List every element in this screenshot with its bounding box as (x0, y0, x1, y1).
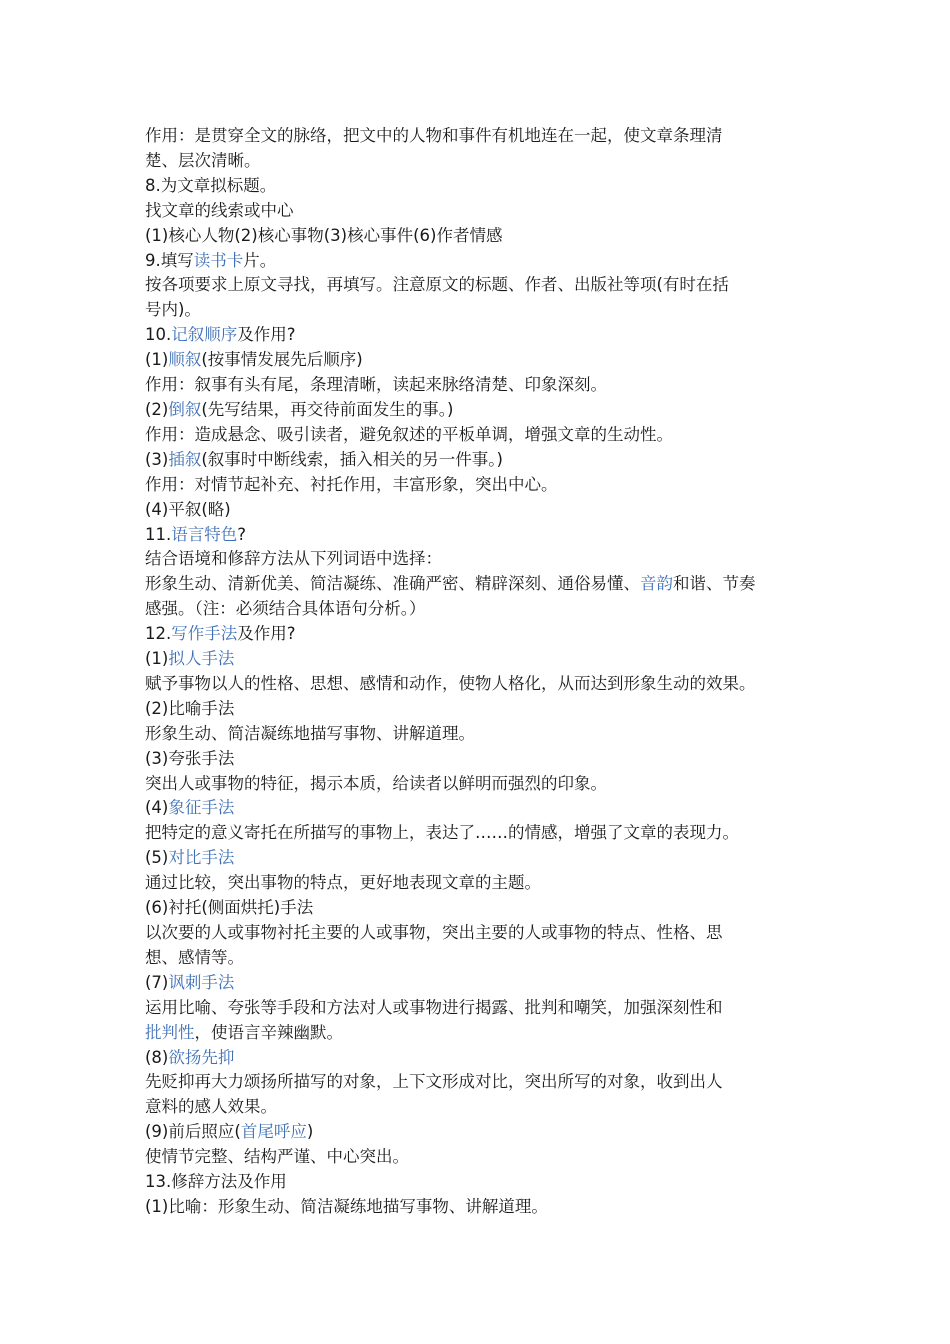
text-segment: ) (306, 1122, 314, 1142)
keyword-link[interactable]: 读书卡 (193, 250, 244, 270)
text-segment: 赋予事物以人的性格、思想、感情和动作，使物人格化，从而达到形象生动的效果。 (145, 673, 756, 693)
text-line (145, 1120, 830, 1145)
text-segment: 意料的感人效果。 (145, 1097, 277, 1117)
text-segment: 先贬抑再大力颂扬所描写的对象，上下文形成对比，突出所写的对象，收到出人 (145, 1072, 723, 1092)
text-segment: (2)比喻手法 (145, 698, 235, 718)
text-segment: 通过比较，突出事物的特点，更好地表现文章的主题。 (145, 873, 541, 893)
text-line (145, 946, 830, 971)
text-line (145, 1095, 830, 1120)
text-line (145, 597, 830, 622)
text-segment: 以次要的人或事物衬托主要的人或事物，突出主要的人或事物的特点、性格、思 (145, 923, 723, 942)
text-segment: 形象生动、清新优美、简洁凝练、准确严密、精辟深刻、通俗易懂、 (145, 574, 640, 594)
document-body (145, 124, 830, 1220)
text-line (145, 821, 830, 846)
text-segment: (5) (145, 848, 169, 868)
keyword-link[interactable]: 顺叙 (168, 350, 202, 370)
text-line (145, 896, 830, 921)
text-line (145, 971, 830, 996)
text-segment: (1) (145, 649, 169, 669)
text-segment: ? (237, 524, 247, 544)
text-segment: (1) (145, 350, 169, 370)
text-segment: 及作用? (237, 325, 296, 345)
text-line (145, 523, 830, 548)
text-line (145, 174, 830, 199)
text-line (145, 1046, 830, 1071)
text-line (145, 1070, 830, 1095)
keyword-link[interactable]: 插叙 (168, 449, 202, 469)
keyword-link[interactable]: 拟人手法 (168, 649, 235, 669)
text-segment: 按各项要求上原文寻找，再填写。注意原文的标题、作者、出版社等项(有时在括 (145, 275, 729, 295)
text-segment: 和谐、节奏 (673, 574, 756, 594)
text-line (145, 498, 830, 523)
text-segment: 号内)。 (145, 300, 201, 320)
text-line (145, 448, 830, 473)
text-segment: (8) (145, 1047, 169, 1067)
keyword-link[interactable]: 写作手法 (171, 624, 238, 644)
keyword-link[interactable]: 首尾呼应 (240, 1122, 307, 1142)
text-segment: (7) (145, 972, 169, 992)
text-segment: (9)前后照应( (145, 1122, 241, 1142)
text-line (145, 373, 830, 398)
text-segment: 片。 (243, 250, 277, 270)
text-segment: 作用：叙事有头有尾，条理清晰，读起来脉络清楚、印象深刻。 (145, 375, 607, 395)
text-segment: (叙事时中断线索，插入相关的另一件事。) (201, 449, 503, 469)
text-segment: 13.修辞方法及作用 (145, 1172, 287, 1192)
text-segment: (4) (145, 798, 169, 818)
text-line (145, 348, 830, 373)
text-segment: 形象生动、简洁凝练地描写事物、讲解道理。 (145, 723, 475, 743)
text-segment: (2) (145, 399, 169, 419)
text-line (145, 622, 830, 647)
text-line (145, 921, 830, 946)
text-line (145, 846, 830, 871)
keyword-link[interactable]: 记叙顺序 (171, 325, 238, 345)
keyword-link[interactable]: 对比手法 (168, 848, 235, 868)
text-line (145, 1021, 830, 1046)
text-segment: (3)夸张手法 (145, 748, 235, 768)
keyword-link[interactable]: 批判性 (145, 1022, 195, 1042)
text-line (145, 647, 830, 672)
text-segment: 9.填写 (145, 250, 194, 270)
text-segment: 10. (145, 325, 172, 345)
text-line (145, 423, 830, 448)
text-segment: (按事情发展先后顺序) (201, 350, 363, 370)
keyword-link[interactable]: 讽刺手法 (168, 972, 235, 992)
text-segment: 8.为文章拟标题。 (145, 175, 277, 195)
text-line (145, 398, 830, 423)
text-line (145, 722, 830, 747)
text-line (145, 697, 830, 722)
text-segment: 把特定的意义寄托在所描写的事物上，表达了……的情感，增强了文章的表现力。 (145, 823, 739, 843)
text-segment: 找文章的线索或中心 (145, 200, 294, 220)
text-line (145, 996, 830, 1021)
text-segment: 突出人或事物的特征，揭示本质，给读者以鲜明而强烈的印象。 (145, 773, 607, 793)
text-line (145, 672, 830, 697)
text-line (145, 224, 830, 249)
text-line (145, 1145, 830, 1170)
text-segment: 作用：是贯穿全文的脉络，把文中的人物和事件有机地连在一起，使文章条理清 (145, 126, 723, 145)
text-segment: 使情节完整、结构严谨、中心突出。 (145, 1147, 409, 1167)
text-segment: 感强。（注：必须结合具体语句分析。） (145, 599, 426, 619)
text-line (145, 124, 830, 149)
text-segment: (先写结果，再交待前面发生的事。) (201, 399, 454, 419)
text-segment: 运用比喻、夸张等手段和方法对人或事物进行揭露、批判和嘲笑，加强深刻性和 (145, 997, 723, 1017)
text-segment: (1)比喻：形象生动、简洁凝练地描写事物、讲解道理。 (145, 1196, 548, 1216)
text-line (145, 796, 830, 821)
text-segment: 及作用? (237, 624, 296, 644)
text-line (145, 298, 830, 323)
text-line (145, 323, 830, 348)
text-line (145, 572, 830, 597)
text-segment: 作用：造成悬念、吸引读者，避免叙述的平板单调，增强文章的生动性。 (145, 424, 673, 444)
text-segment: (1)核心人物(2)核心事物(3)核心事件(6)作者情感 (145, 225, 503, 245)
text-segment: 结合语境和修辞方法从下列词语中选择： (145, 549, 442, 569)
keyword-link[interactable]: 语言特色 (171, 524, 238, 544)
text-line (145, 149, 830, 174)
text-segment: ，使语言辛辣幽默。 (194, 1022, 343, 1042)
text-segment: 楚、层次清晰。 (145, 150, 261, 170)
text-segment: 想、感情等。 (145, 947, 244, 967)
text-line (145, 199, 830, 224)
text-segment: 11. (145, 524, 172, 544)
text-segment: 作用：对情节起补充、衬托作用，丰富形象，突出中心。 (145, 474, 558, 494)
text-segment: (3) (145, 449, 169, 469)
text-segment: 12. (145, 624, 172, 644)
text-line (145, 772, 830, 797)
keyword-link[interactable]: 欲扬先抑 (168, 1047, 235, 1067)
text-line (145, 1195, 830, 1220)
keyword-link[interactable]: 倒叙 (168, 399, 202, 419)
text-line (145, 1170, 830, 1195)
keyword-link[interactable]: 象征手法 (168, 798, 235, 818)
text-line (145, 871, 830, 896)
text-line (145, 473, 830, 498)
text-line (145, 747, 830, 772)
keyword-link[interactable]: 音韵 (640, 574, 673, 594)
text-line (145, 249, 830, 274)
text-line (145, 273, 830, 298)
text-line (145, 547, 830, 572)
text-segment: (4)平叙(略) (145, 499, 231, 519)
text-segment: (6)衬托(侧面烘托)手法 (145, 898, 314, 918)
